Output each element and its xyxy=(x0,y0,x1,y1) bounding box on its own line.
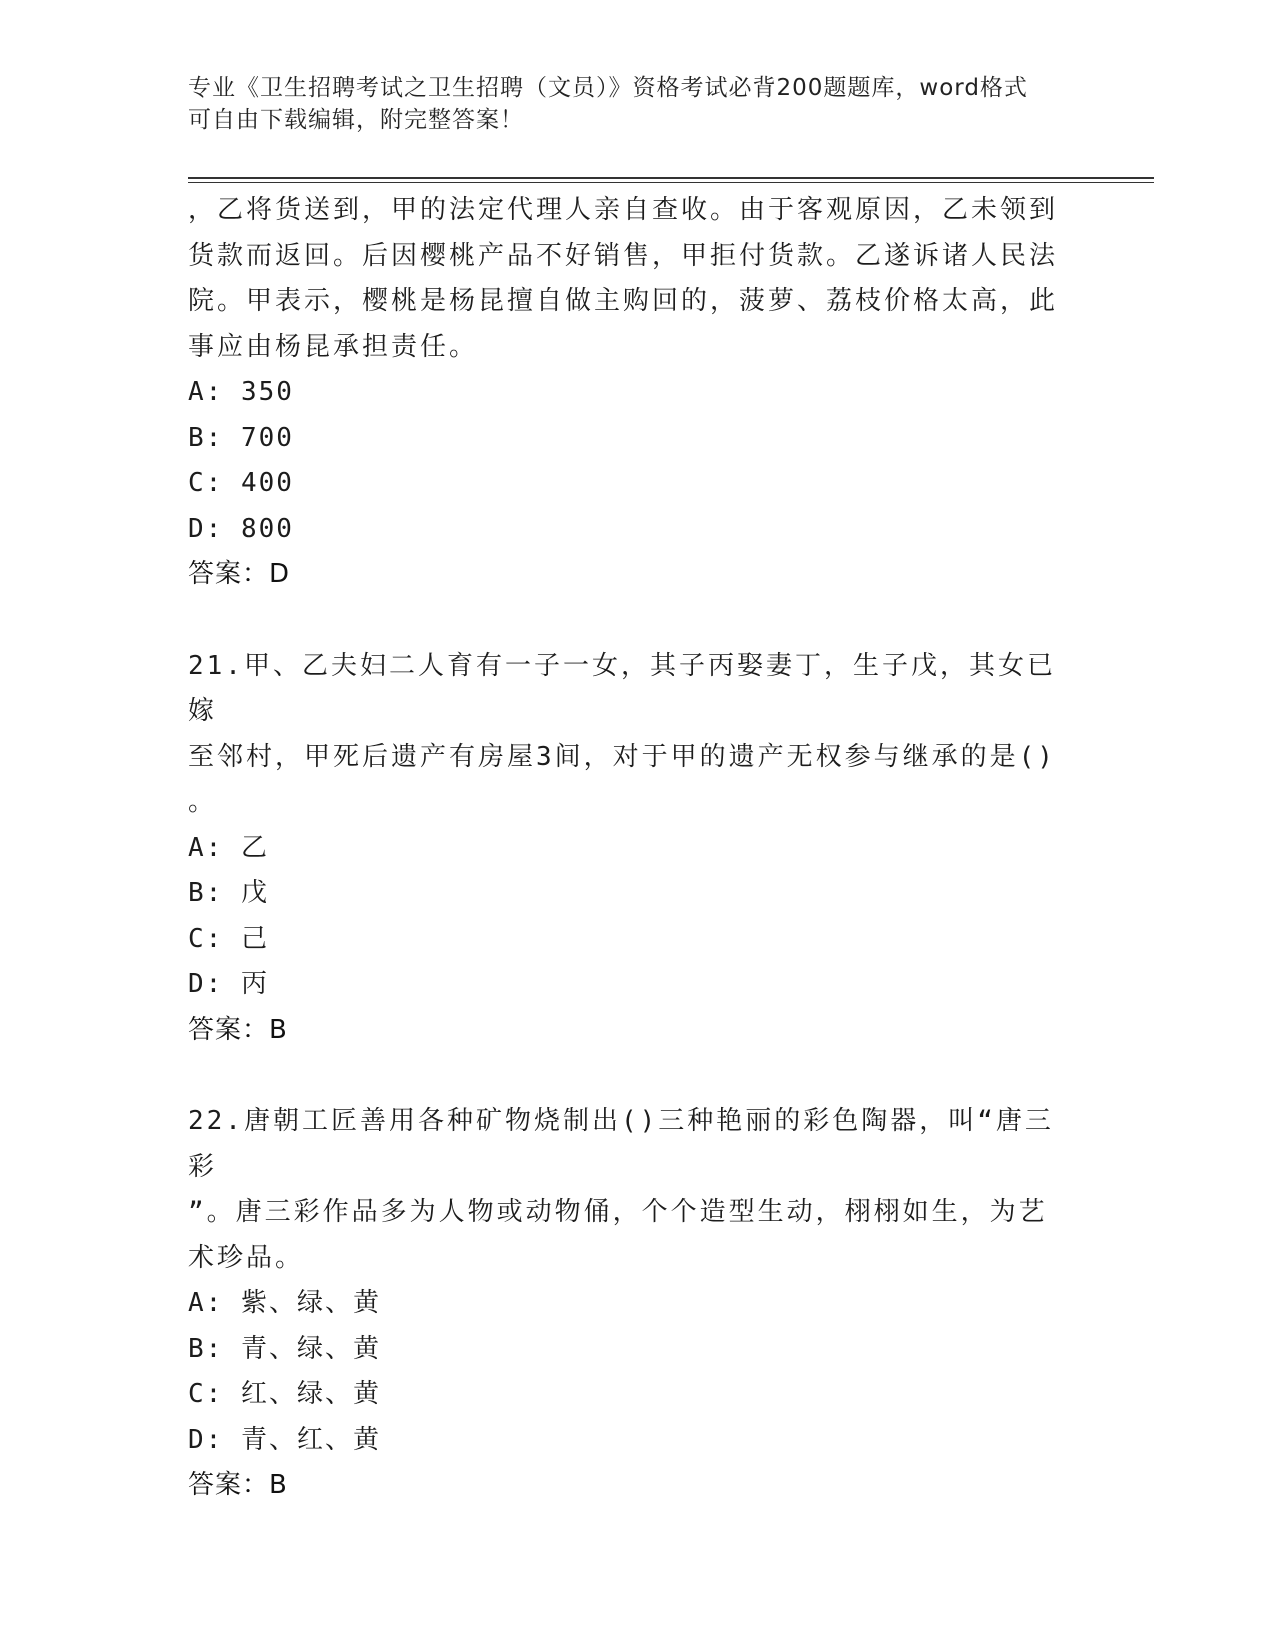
option-d: D: 丙 xyxy=(188,969,269,999)
question-text-line: 术珍品。 xyxy=(188,1242,305,1273)
option-c: C: 400 xyxy=(188,468,294,498)
header-divider-thick xyxy=(188,177,1154,179)
question-text-line: 。 xyxy=(188,787,218,817)
option-c: C: 红、绿、黄 xyxy=(188,1379,381,1409)
option-b: B: 戊 xyxy=(188,878,269,908)
question-text-line: 事应由杨昆承担责任。 xyxy=(188,331,479,362)
question-text-line: ，乙将货送到，甲的法定代理人亲自查收。由于客观原因，乙未领到 xyxy=(188,195,1059,225)
question-text-line: 货款而返回。后因樱桃产品不好销售，甲拒付货款。乙遂诉诸人民法 xyxy=(188,240,1059,271)
question-20 xyxy=(188,188,1068,598)
option-a: A: 乙 xyxy=(188,832,269,863)
question-spacer xyxy=(188,598,1068,644)
header-line-2: 可自由下载编辑，附完整答案！ xyxy=(188,107,524,133)
option-a: A: 紫、绿、黄 xyxy=(188,1288,381,1318)
answer-line: 答案：D xyxy=(188,559,291,589)
option-d: D: 800 xyxy=(188,513,294,544)
header-line-1: 专业《卫生招聘考试之卫生招聘（文员）》资格考试必背200题题库，word格式 xyxy=(188,75,1028,101)
header-divider-thin xyxy=(188,182,1154,183)
question-21 xyxy=(188,644,1068,1054)
question-text-line: ”。唐三彩作品多为人物或动物俑，个个造型生动，栩栩如生，为艺 xyxy=(188,1197,1048,1227)
option-c: C: 己 xyxy=(188,923,269,954)
option-a: A: 350 xyxy=(188,377,294,407)
question-22 xyxy=(188,1099,1068,1509)
option-b: B: 青、绿、黄 xyxy=(188,1333,381,1364)
option-d: D: 青、红、黄 xyxy=(188,1424,381,1455)
answer-line: 答案：B xyxy=(188,1470,288,1500)
document-header xyxy=(188,72,1068,136)
question-text-line: 21.甲、乙夫妇二人育有一子一女，其子丙娶妻丁，生子戊，其女已嫁 xyxy=(188,650,1056,726)
option-b: B: 700 xyxy=(188,422,294,453)
answer-line: 答案：B xyxy=(188,1014,288,1045)
question-spacer xyxy=(188,1053,1068,1099)
document-body xyxy=(188,188,1068,1509)
question-text-line: 22.唐朝工匠善用各种矿物烧制出()三种艳丽的彩色陶器，叫“唐三彩 xyxy=(188,1106,1054,1182)
question-text-line: 院。甲表示，樱桃是杨昆擅自做主购回的，菠萝、荔枝价格太高，此 xyxy=(188,286,1059,316)
question-text-line: 至邻村，甲死后遗产有房屋3间，对于甲的遗产无权参与继承的是() xyxy=(188,741,1056,772)
